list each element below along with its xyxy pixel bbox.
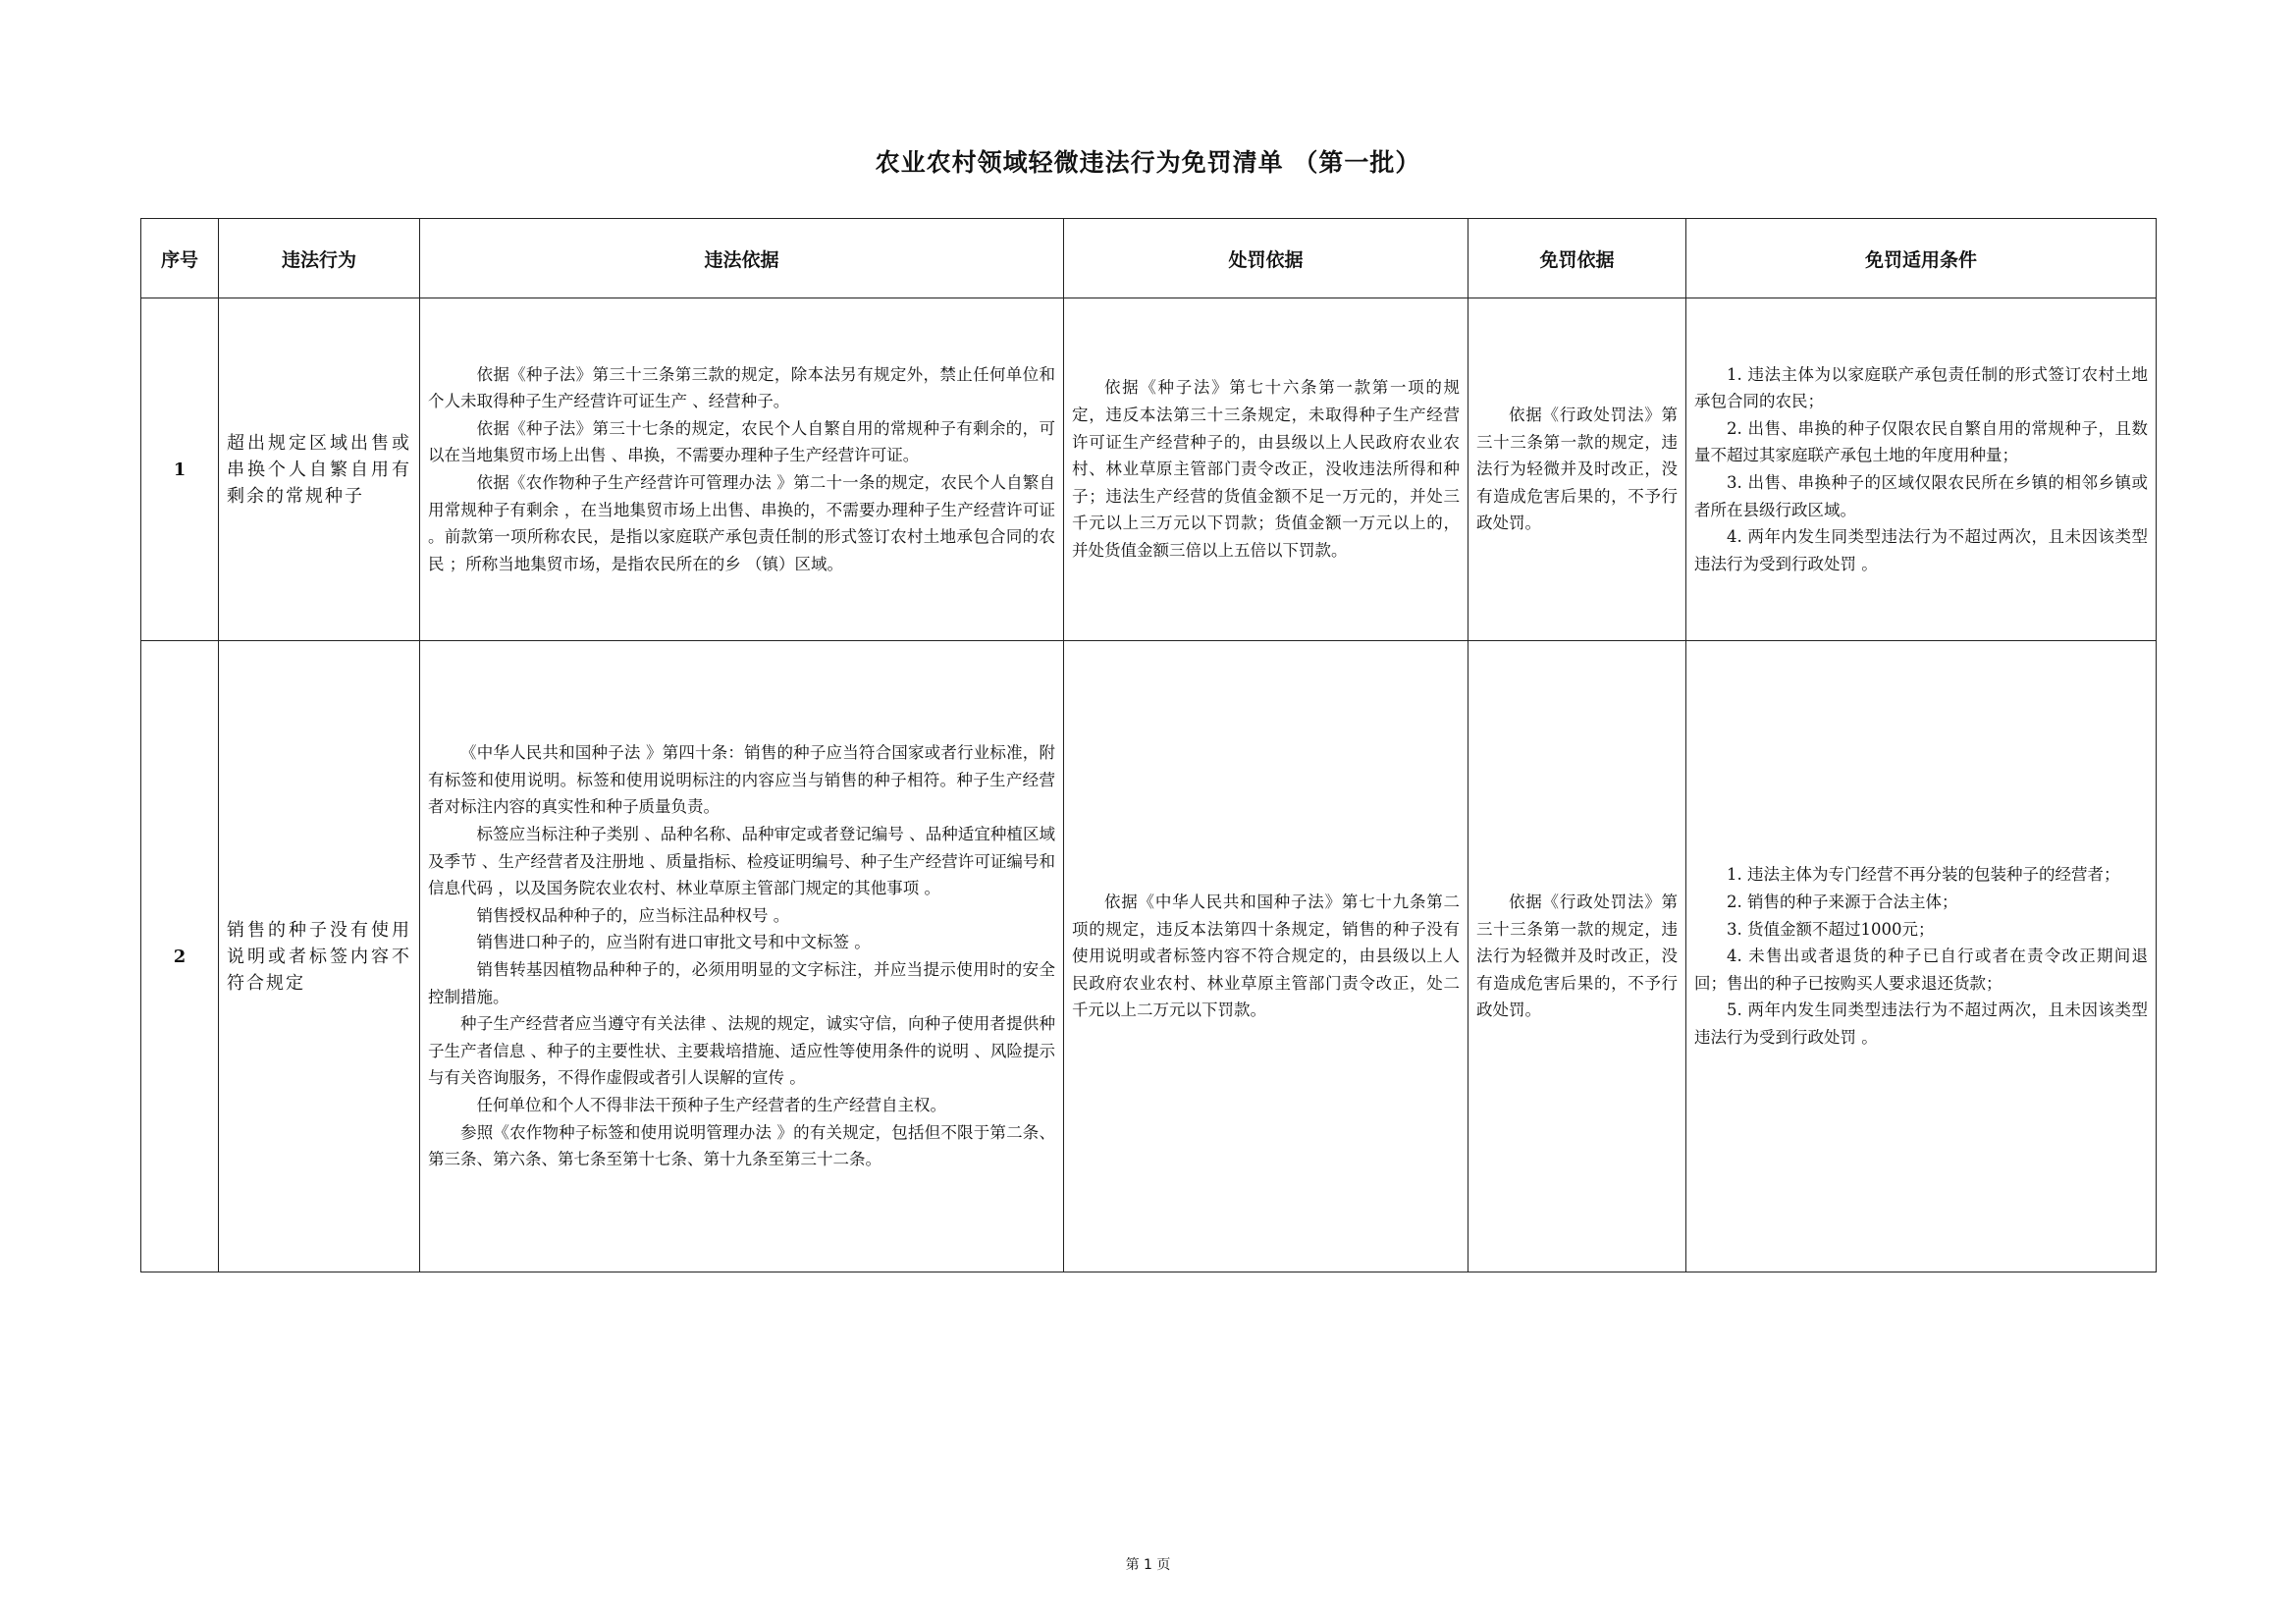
- condition-item: 5. 两年内发生同类型违法行为不超过两次，且未因该类型违法行为受到行政处罚 。: [1694, 1001, 2148, 1047]
- condition-item: 3. 货值金额不超过1000元；: [1727, 919, 1935, 939]
- basis-paragraph: 依据《种子法》第三十三条第三款的规定，除本法另有规定外，禁止任何单位和个人未取得种子生产经营许可证生产 、经营种子。: [428, 364, 1055, 411]
- condition-item: 1. 违法主体为以家庭联产承包责任制的形式签订农村土地承包合同的农民；: [1694, 364, 2148, 411]
- condition-item: 2. 出售、串换的种子仅限农民自繁自用的常规种子，且数量不超过其家庭联产承包土地的年度用种量；: [1694, 418, 2148, 465]
- basis-paragraph: 标签应当标注种子类别 、品种名称、品种审定或者登记编号 、品种适宜种植区域及季节 、生产经营者及注册地 、质量指标、检疫证明编号、种子生产经营许可证编号和信息代码 ，以及国务院农业农村、林业草原主管部门规定的其他事项 。: [428, 825, 1055, 898]
- exempt-paragraph: 依据《行政处罚法》第三十三条第一款的规定，违法行为轻微并及时改正，没有造成危害后果的，不予行政处罚。: [1476, 406, 1678, 533]
- basis-paragraph: 依据《农作物种子生产经营许可管理办法 》第二十一条的规定，农民个人自繁自用常规种子有剩余 ，在当地集贸市场上出售、串换的，不需要办理种子生产经营许可证 。前款第一项所称农民，是指以家庭联产承包责任制的形式签订农村土地承包合同的农民 ；所称当地集贸市场，是指农民所在的乡 （镇）区域。: [428, 473, 1055, 573]
- exempt-paragraph: 依据《行政处罚法》第三十三条第一款的规定，违法行为轻微并及时改正，没有造成危害后果的，不予行政处罚。: [1476, 893, 1678, 1020]
- row-penalty: [1064, 298, 1468, 641]
- basis-paragraph: 销售转基因植物品种种子的，必须用明显的文字标注，并应当提示使用时的安全控制措施。: [428, 960, 1055, 1006]
- row-exempt: [1468, 641, 1686, 1272]
- page-number: 第 1 页: [1125, 1557, 1171, 1573]
- penalty-paragraph: 依据《中华人民共和国种子法》第七十九条第二项的规定，违反本法第四十条规定，销售的种子没有使用说明或者标签内容不符合规定的，由县级以上人民政府农业农村、林业草原主管部门责令改正，处二千元以上二万元以下罚款。: [1072, 893, 1460, 1020]
- condition-item: 3. 出售、串换种子的区域仅限农民所在乡镇的相邻乡镇或者所在县级行政区域。: [1694, 473, 2148, 519]
- header-penalty: 处罚依据: [1064, 219, 1468, 298]
- condition-item: 2. 销售的种子来源于合法主体；: [1727, 893, 1958, 912]
- header-conditions: 免罚适用条件: [1686, 219, 2157, 298]
- row-conditions: [1686, 641, 2157, 1272]
- basis-paragraph: 依据《种子法》第三十七条的规定，农民个人自繁自用的常规种子有剩余的，可以在当地集贸市场上出售 、串换，不需要办理种子生产经营许可证。: [428, 418, 1055, 465]
- row-act: 超出规定区域出售或串换个人自繁自用有剩余的常规种子: [219, 298, 420, 641]
- condition-item: 4. 两年内发生同类型违法行为不超过两次，且未因该类型违法行为受到行政处罚 。: [1694, 527, 2148, 573]
- row-basis: [420, 298, 1064, 641]
- page-title: 农业农村领域轻微违法行为免罚清单 （第一批）: [875, 148, 1421, 177]
- header-basis: 违法依据: [420, 219, 1064, 298]
- penalty-paragraph: 依据《种子法》第七十六条第一款第一项的规定，违反本法第三十三条规定，未取得种子生产经营许可证生产经营种子的，由县级以上人民政府农业农村、林业草原主管部门责令改正，没收违法所得和种子；违法生产经营的货值金额不足一万元的，并处三千元以上三万元以下罚款；货值金额一万元以上的，并处货值金额三倍以上五倍以下罚款。: [1072, 378, 1460, 560]
- basis-paragraph: 销售授权品种种子的，应当标注品种权号 。: [476, 905, 790, 925]
- basis-paragraph: 种子生产经营者应当遵守有关法律 、法规的规定，诚实守信，向种子使用者提供种子生产者信息 、种子的主要性状、主要栽培措施、适应性等使用条件的说明 、风险提示与有关咨询服务，不得作虚假或者引人误解的宣传 。: [428, 1014, 1055, 1088]
- row-exempt: [1468, 298, 1686, 641]
- table-row: [141, 298, 2157, 641]
- header-act: 违法行为: [219, 219, 420, 298]
- basis-paragraph: 任何单位和个人不得非法干预种子生产经营者的生产经营自主权。: [476, 1095, 946, 1114]
- condition-item: 4. 未售出或者退货的种子已自行或者在责令改正期间退回；售出的种子已按购买人要求退还货款；: [1694, 947, 2148, 993]
- exemption-table: [140, 218, 2157, 1272]
- row-basis: [420, 641, 1064, 1272]
- table-header-row: [141, 219, 2157, 298]
- row-penalty: [1064, 641, 1468, 1272]
- basis-paragraph: 《中华人民共和国种子法 》第四十条：销售的种子应当符合国家或者行业标准，附有标签和使用说明。标签和使用说明标注的内容应当与销售的种子相符。种子生产经营者对标注内容的真实性和种子质量负责。: [428, 743, 1055, 817]
- header-exempt: 免罚依据: [1468, 219, 1686, 298]
- row-number: 2: [141, 641, 219, 1272]
- row-act: 销售的种子没有使用说明或者标签内容不符合规定: [219, 641, 420, 1272]
- basis-paragraph: 销售进口种子的，应当附有进口审批文号和中文标签 。: [476, 933, 871, 952]
- row-number: 1: [141, 298, 219, 641]
- table-row: [141, 641, 2157, 1272]
- condition-item: 1. 违法主体为专门经营不再分装的包装种子的经营者；: [1727, 865, 2120, 885]
- basis-paragraph: 参照《农作物种子标签和使用说明管理办法 》的有关规定，包括但不限于第二条、第三条、第六条、第七条至第十七条、第十九条至第三十二条。: [428, 1122, 1055, 1169]
- header-no: 序号: [141, 219, 219, 298]
- row-conditions: [1686, 298, 2157, 641]
